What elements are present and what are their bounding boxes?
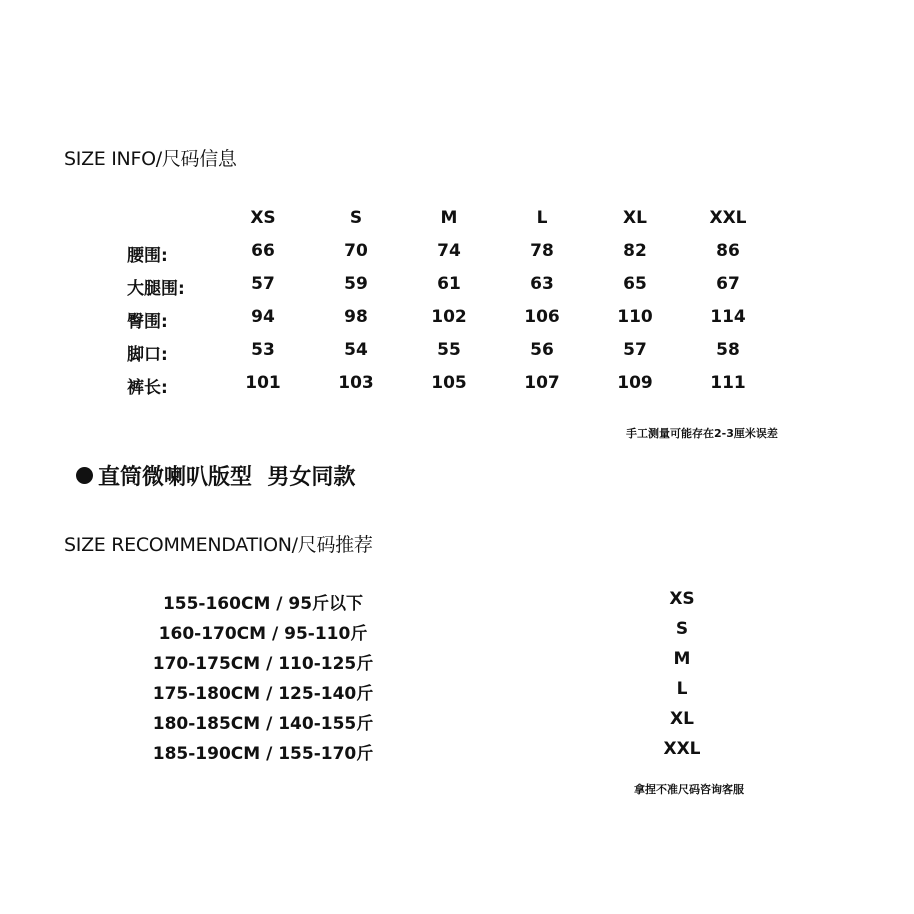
recommendation-size: M [673,649,691,669]
table-cell: 78 [530,241,554,261]
bullet-icon [76,467,93,484]
table-cell: 102 [431,307,467,327]
table-cell: 65 [623,274,647,294]
size-info-title: SIZE INFO/尺码信息 [64,148,237,170]
recommendation-range: 185-190CM / 155-170斤 [152,744,374,764]
table-cell: 61 [437,274,461,294]
table-cell: 101 [245,373,281,393]
size-header-s: S [349,208,363,228]
row-label-leg-opening: 脚口: [127,345,168,365]
table-cell: 114 [710,307,746,327]
row-label-hip: 臀围: [127,312,168,332]
recommendation-size: XL [670,709,694,729]
size-recommendation-title: SIZE RECOMMENDATION/尺码推荐 [64,534,373,556]
recommendation-range: 160-170CM / 95-110斤 [158,624,368,644]
table-cell: 54 [344,340,368,360]
table-cell: 111 [710,373,746,393]
recommendation-range: 180-185CM / 140-155斤 [152,714,374,734]
table-cell: 59 [344,274,368,294]
table-cell: 53 [251,340,275,360]
recommendation-size: XXL [663,739,701,759]
size-header-xxl: XXL [709,208,747,228]
table-cell: 55 [437,340,461,360]
recommendation-size: S [675,619,689,639]
row-label-length: 裤长: [127,378,168,398]
table-cell: 106 [524,307,560,327]
row-label-thigh: 大腿围: [127,279,185,299]
table-cell: 57 [251,274,275,294]
table-cell: 105 [431,373,467,393]
size-header-xs: XS [250,208,276,228]
table-cell: 63 [530,274,554,294]
recommendation-range: 175-180CM / 125-140斤 [152,684,374,704]
table-cell: 70 [344,241,368,261]
size-header-xl: XL [623,208,647,228]
size-header-m: M [440,208,458,228]
table-cell: 107 [524,373,560,393]
table-cell: 103 [338,373,374,393]
recommendation-range: 170-175CM / 110-125斤 [152,654,374,674]
table-cell: 86 [716,241,740,261]
size-header-l: L [536,208,548,228]
recommendation-range: 155-160CM / 95斤以下 [162,594,364,614]
recommendation-size: L [676,679,688,699]
row-label-waist: 腰围: [127,246,168,266]
table-cell: 56 [530,340,554,360]
table-cell: 109 [617,373,653,393]
table-cell: 94 [251,307,275,327]
table-cell: 66 [251,241,275,261]
table-cell: 67 [716,274,740,294]
table-cell: 57 [623,340,647,360]
style-feature [76,460,355,491]
table-cell: 74 [437,241,461,261]
table-cell: 110 [617,307,653,327]
table-cell: 98 [344,307,368,327]
style-feature-text: 直筒微喇叭版型 男女同款 [98,465,356,490]
customer-service-note: 拿捏不准尺码咨询客服 [634,783,744,796]
table-cell: 82 [623,241,647,261]
recommendation-size: XS [669,589,695,609]
table-cell: 58 [716,340,740,360]
measurement-note: 手工测量可能存在2-3厘米误差 [626,427,778,440]
